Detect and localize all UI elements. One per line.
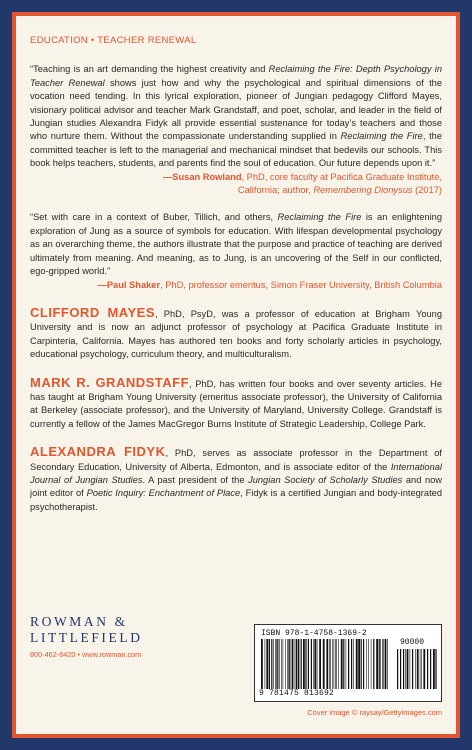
- back-cover-content: [30, 34, 442, 514]
- quote-rowland: [30, 63, 442, 170]
- barcode-bar: [338, 639, 339, 689]
- barcode-bar: [433, 649, 435, 689]
- barcode-bar: [323, 639, 325, 689]
- barcode-bar: [417, 649, 419, 689]
- italic-title: Poetic Inquiry: Enchantment of Place: [86, 488, 241, 499]
- publisher-logo: ROWMAN & LITTLEFIELD: [30, 614, 143, 645]
- barcode-bar: [305, 639, 306, 689]
- barcode-bar: [385, 639, 387, 689]
- barcode-bar: [361, 639, 362, 689]
- barcode-bar: [261, 639, 263, 689]
- barcode-bar: [383, 639, 384, 689]
- barcode-bar: [269, 639, 270, 689]
- barcode-addon-number: 90000: [400, 638, 425, 647]
- text-run: “Set with care in a context of Buber, Tillich, and others,: [30, 212, 278, 223]
- barcode-bar: [341, 639, 343, 689]
- text-run: , Fidyk is a certified Jungian and body-integrated psychotherapist.: [30, 488, 442, 512]
- author-name-fidyk: ALEXANDRA FIDYK: [30, 444, 166, 460]
- barcode-bar: [382, 639, 383, 689]
- italic-title: Reclaiming the Fire: [277, 212, 362, 223]
- barcode-bar: [287, 639, 288, 689]
- barcode-addon-bars: [397, 649, 437, 689]
- barcode-bar: [407, 649, 409, 689]
- barcode-bar: [298, 639, 300, 689]
- barcode-bar: [400, 649, 401, 689]
- barcode-bar: [308, 639, 309, 689]
- bio-grandstaff: [30, 376, 442, 432]
- bio-mayes: [30, 306, 442, 362]
- italic-title: Reclaiming the Fire: [340, 131, 423, 142]
- author-name-grandstaff: MARK R. GRANDSTAFF: [30, 374, 190, 390]
- text-run: . A past president of the: [142, 474, 249, 485]
- barcode-bar: [412, 649, 413, 689]
- barcode-bar: [358, 639, 360, 689]
- text-run: , PhD, has written four books and over seventy articles. He has taught at Brigham Young University (emeritus associate professor), the University of California at Berkeley (associate professor), and the University of Maryland, University College. Grandstaff is currently a fellow of the James MacGregor Burns Institute of Strategic Leadership, College Park.: [30, 378, 442, 429]
- text-run: , PhD, serves as associate professor in the Department of Secondary Education, University of Alberta, Edmonton, and is associate editor of the: [30, 448, 442, 472]
- publisher-contact: 800-462-6420 • www.rowman.com: [30, 650, 142, 659]
- endorsement-shaker: [30, 211, 442, 291]
- author-name-mayes: CLIFFORD MAYES: [30, 304, 155, 320]
- barcode-bar: [373, 639, 374, 689]
- publisher-block: [30, 614, 230, 659]
- isbn-barcode: [254, 624, 442, 702]
- barcode-bar: [326, 639, 328, 689]
- barcode-bar: [410, 649, 411, 689]
- italic-title: International Journal of Jungian Studies: [30, 461, 442, 485]
- barcode-bar: [334, 639, 335, 689]
- barcode-bars: [261, 639, 389, 689]
- barcode-bar: [292, 639, 294, 689]
- barcode-bar: [363, 639, 364, 689]
- barcode-bar: [346, 639, 347, 689]
- barcode-bar: [319, 639, 321, 689]
- barcode-bar: [423, 649, 425, 689]
- barcode-bar: [317, 639, 318, 689]
- barcode-bar: [371, 639, 372, 689]
- barcode-bar: [421, 649, 422, 689]
- barcode-bar: [348, 639, 349, 689]
- text-run: shows just how and why the psychological and spiritual dimensions of the vocation need tending. In this lyrical exploration, pioneer of Jungian pedagogy Clifford Mayes, visionary political advisor and teacher Mark Grandstaff, and poet, scholar, and leader in the field of Jungian studies Alexandra Fidyk all provide essential sustenance for today’s teachers and those who nurture them. Without the compassionate understanding supplied in: [30, 77, 442, 142]
- text-run: , PhD, PsyD, was a professor of education at Brigham Young University and is now an adjunct professor of psychology at Pacifica Graduate Institute in Carpinteria, California. Mayes has authored ten books and forty scholarly articles in psychology, educational psychology, curriculum theory, and multiculturalism.: [30, 308, 443, 360]
- barcode-bar: [296, 639, 297, 689]
- barcode-bar: [403, 649, 404, 689]
- barcode-bar: [281, 639, 282, 689]
- barcode-bar: [415, 649, 416, 689]
- barcode-bar: [279, 639, 280, 689]
- barcode-bar: [295, 639, 296, 689]
- barcode-bar: [285, 639, 286, 689]
- barcode-bar: [343, 639, 344, 689]
- isbn-number: ISBN 978-1-4758-1369-2: [261, 629, 367, 638]
- bio-fidyk: [30, 445, 442, 514]
- barcode-bar: [301, 639, 302, 689]
- category-label: EDUCATION • TEACHER RENEWAL: [30, 35, 197, 46]
- barcode-bar: [311, 639, 312, 689]
- barcode-bar: [313, 639, 314, 689]
- barcode-bar: [303, 639, 305, 689]
- barcode-bar: [379, 639, 380, 689]
- attribution-shaker: —Paul Shaker, PhD, professor emeritus, Simon Fraser University, British Columbia: [97, 279, 442, 290]
- barcode-bar: [314, 639, 316, 689]
- barcode-bar: [273, 639, 274, 689]
- barcode-bar: [427, 649, 428, 689]
- barcode-bar: [356, 639, 358, 689]
- barcode-bar: [266, 639, 268, 689]
- barcode-bar: [335, 639, 336, 689]
- barcode-bar: [387, 639, 388, 689]
- barcode-bar: [277, 639, 278, 689]
- attribution-rowland: —Susan Rowland, PhD, core faculty at Pacifica Graduate Institute, California; author, Remembering Dionysus (2017): [162, 171, 442, 196]
- barcode-bar: [420, 649, 421, 689]
- text-run: is an enlightening exploration of Jung as a source of symbols for education. With lifespan developmental psychology as an overarching theme, the authors illustrate that the purpose and practice of teaching are derived ultimately from meaning. And meaning, as to Jung, is an uncovering of the Self in our conflicted, ego-gripped world.”: [30, 212, 442, 277]
- barcode-bar: [435, 649, 436, 689]
- barcode-bar: [329, 639, 330, 689]
- cover-image-credit: Cover image © raysay/Gettyimages.com: [307, 708, 442, 717]
- barcode-bar: [351, 639, 352, 689]
- barcode-bar: [275, 639, 276, 689]
- barcode-bar: [265, 639, 266, 689]
- text-run: , the committed teacher is left to the managerial and mechanical mindset that bedevils our schools. This book helps teachers, students, and parents find the soul of education. Our future depends upon it.”: [30, 131, 443, 169]
- text-run: “Teaching is an art demanding the highest creativity and: [30, 64, 269, 75]
- barcode-bar: [283, 639, 284, 689]
- barcode-bar: [368, 639, 369, 689]
- barcode-bar: [289, 639, 290, 689]
- italic-title: Reclaiming the Fire: Depth Psychology in Teacher Renewal: [30, 64, 442, 88]
- barcode-bar: [271, 639, 272, 689]
- quote-shaker: [30, 211, 442, 278]
- barcode-bar: [397, 649, 398, 689]
- barcode-bar: [353, 639, 354, 689]
- barcode-bar: [405, 649, 406, 689]
- barcode-bar: [376, 639, 378, 689]
- endorsement-rowland: [30, 63, 442, 197]
- text-run: and now joint editor of: [30, 474, 442, 499]
- barcode-bar: [430, 649, 431, 689]
- barcode-digits: 9 781475 813692: [259, 689, 335, 698]
- italic-title: Jungian Society of Scholarly Studies: [248, 474, 403, 485]
- barcode-bar: [366, 639, 367, 689]
- barcode-bar: [332, 639, 333, 689]
- barcode-bar: [380, 639, 381, 689]
